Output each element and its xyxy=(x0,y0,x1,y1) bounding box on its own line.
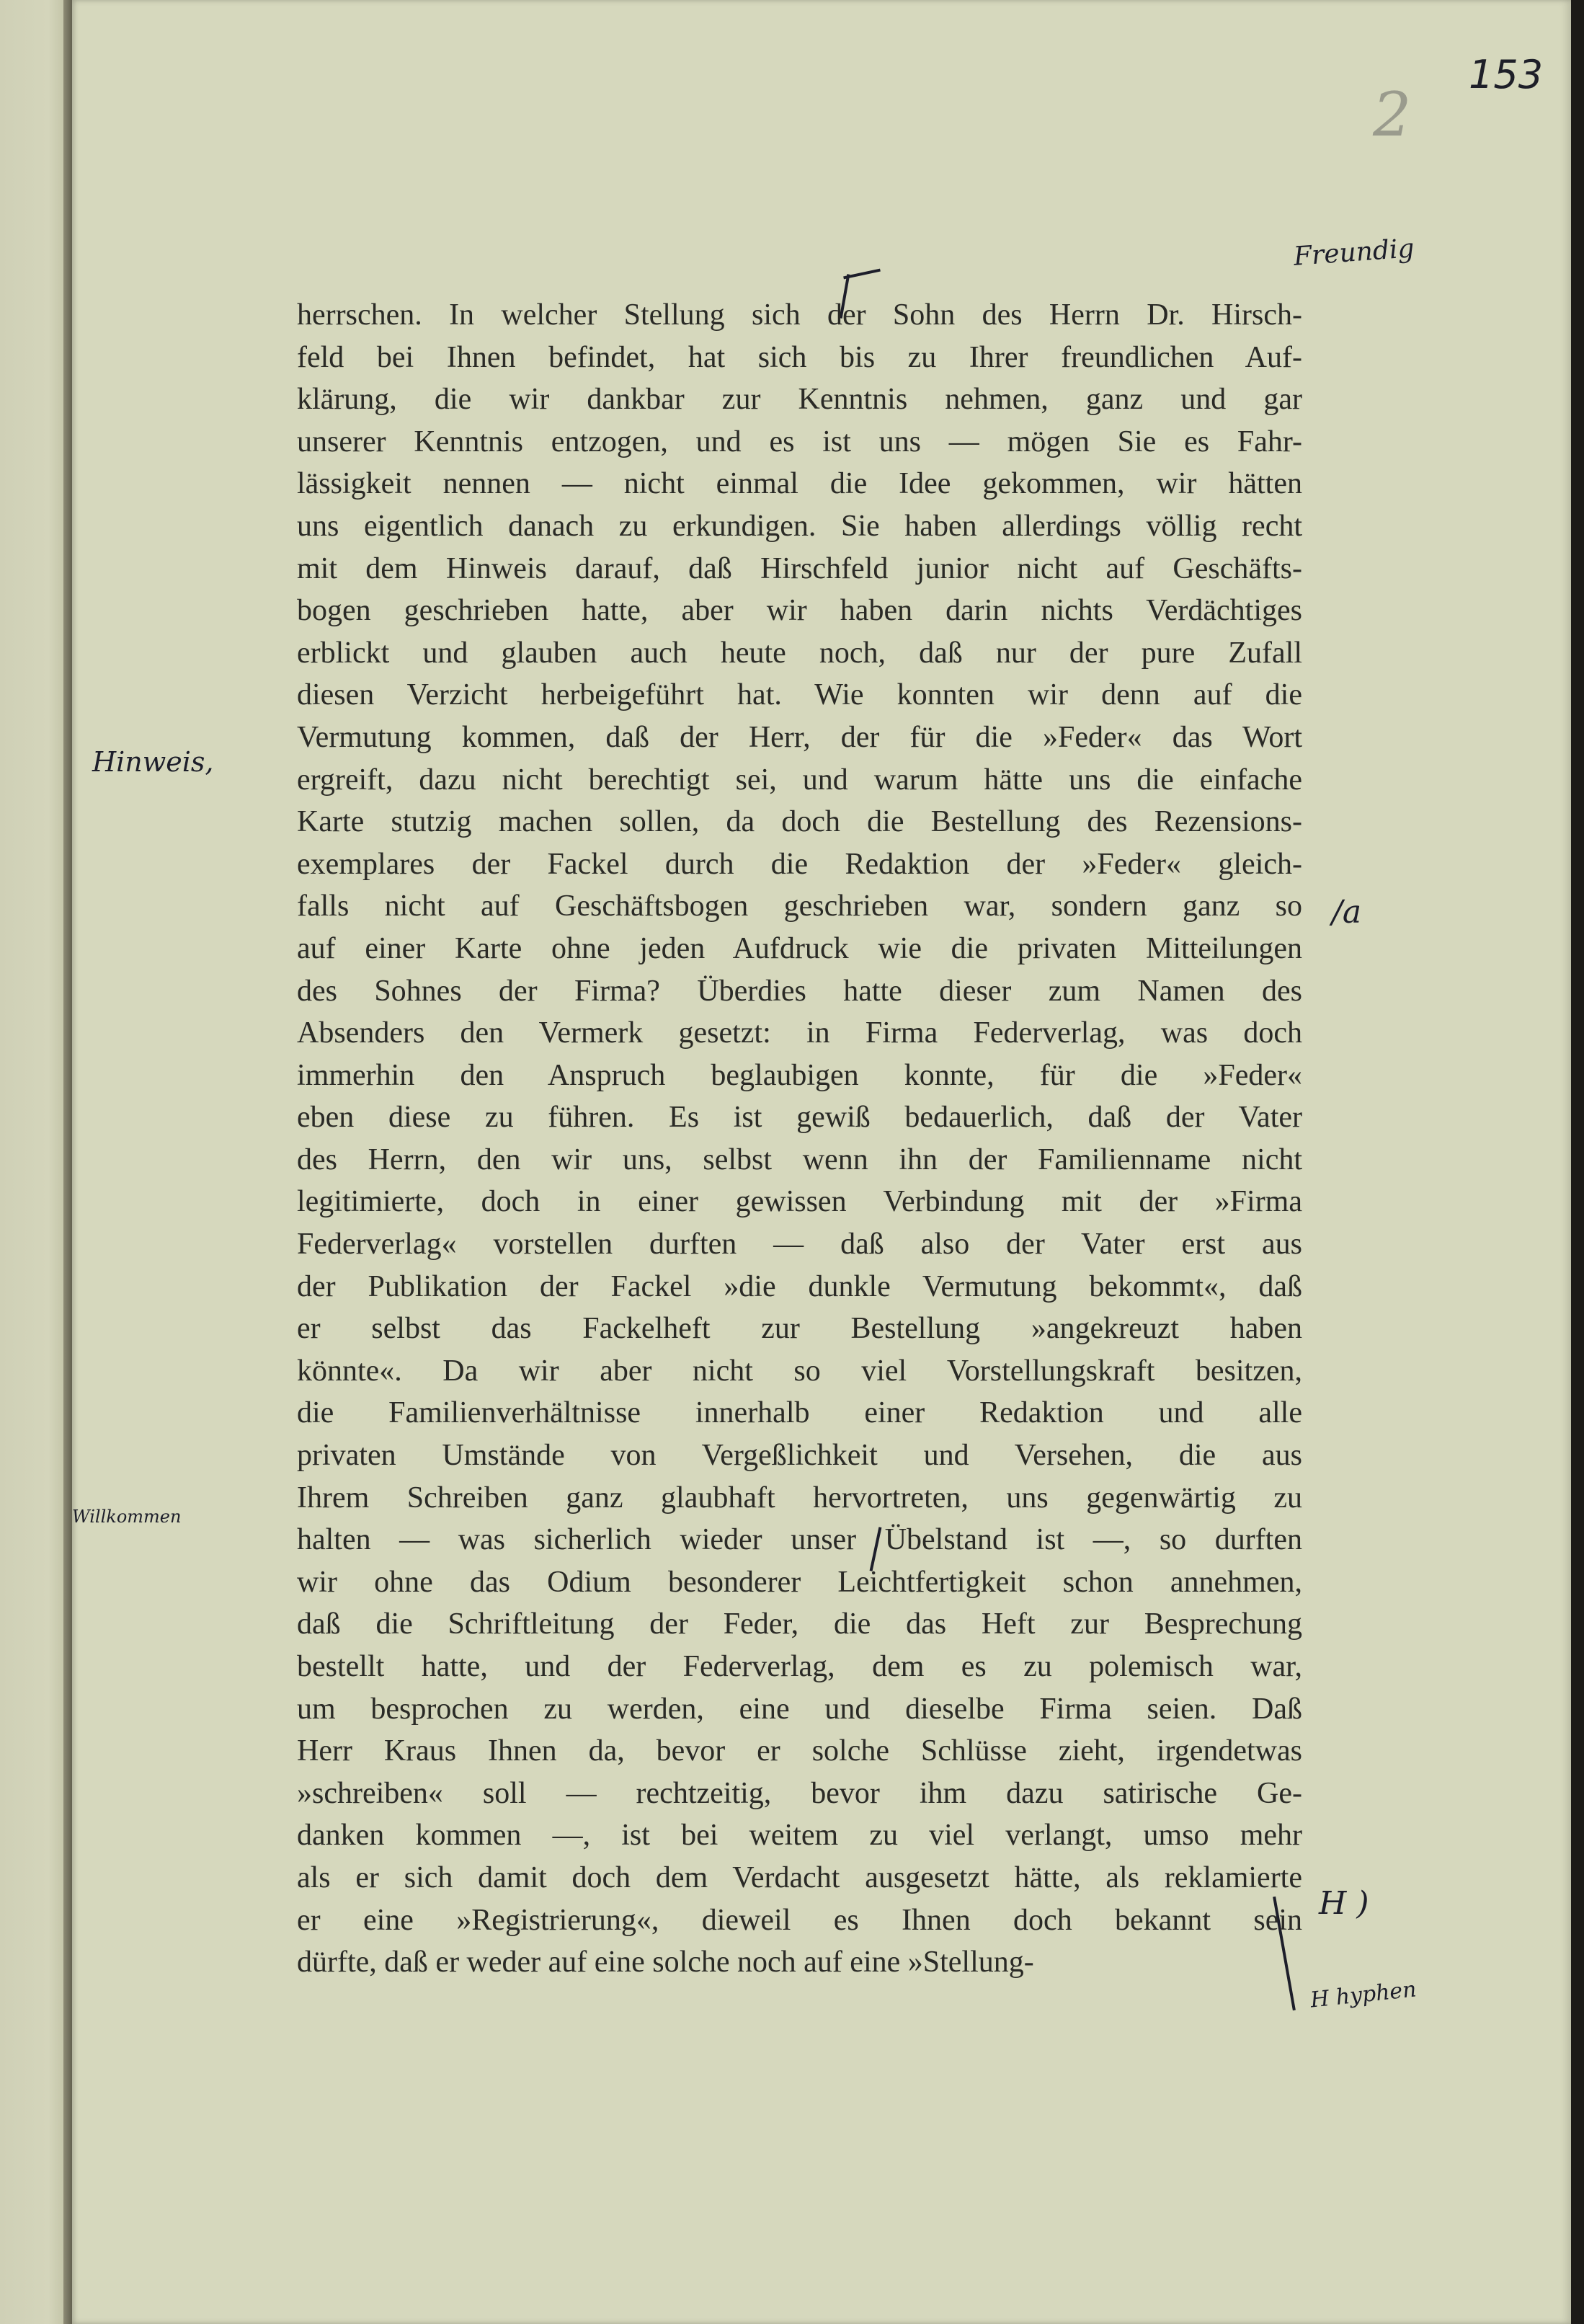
margin-note-left-1: Hinweis, xyxy=(92,746,214,778)
text-line: Absenders den Vermerk gesetzt: in Firma Federverlag, was doch xyxy=(297,1016,1302,1050)
text-line: Federverlag« vorstellen durften — daß also der Vater erst aus xyxy=(297,1228,1302,1261)
text-line: er eine »Registrierung«, dieweil es Ihnen doch bekannt sein xyxy=(297,1903,1302,1937)
text-line: er selbst das Fackelheft zur Bestellung »angekreuzt haben xyxy=(297,1312,1302,1346)
page-edge-shadow xyxy=(1571,0,1584,2324)
margin-note-top-right: Freundig xyxy=(1292,234,1415,272)
text-line: Herr Kraus Ihnen da, bevor er solche Schlüsse zieht, irgendetwas xyxy=(297,1734,1302,1768)
text-line: halten — was sicherlich wieder unser Übelstand ist —, so durften xyxy=(297,1523,1302,1557)
text-line: der Publikation der Fackel »die dunkle Vermutung bekommt«, daß xyxy=(297,1269,1302,1303)
body-text xyxy=(297,294,1302,1984)
text-line: als er sich damit doch dem Verdacht ausgesetzt hätte, als reklamierte xyxy=(297,1860,1302,1894)
text-line: daß die Schriftleitung der Feder, die das Heft zur Besprechung xyxy=(297,1607,1302,1641)
text-line: wir ohne das Odium besonderer Leichtfertigkeit schon annehmen, xyxy=(297,1565,1302,1599)
margin-note-right-3: H hyphen xyxy=(1309,1977,1418,2013)
text-line: falls nicht auf Geschäftsbogen geschrieben war, sondern ganz so xyxy=(297,890,1302,923)
text-line: immerhin den Anspruch beglaubigen konnte, für die »Feder« xyxy=(297,1058,1302,1092)
text-line: feld bei Ihnen befindet, hat sich bis zu Ihrer freundlichen Auf- xyxy=(297,340,1302,374)
text-line: des Sohnes der Firma? Überdies hatte dieser zum Namen des xyxy=(297,974,1302,1008)
text-line: erblickt und glauben auch heute noch, daß nur der pure Zufall xyxy=(297,636,1302,670)
text-line: unserer Kenntnis entzogen, und es ist uns — mögen Sie es Fahr- xyxy=(297,425,1302,458)
text-line: um besprochen zu werden, eine und dieselbe Firma seien. Daß xyxy=(297,1692,1302,1726)
text-line: die Familienverhältnisse innerhalb einer Redaktion und alle xyxy=(297,1396,1302,1430)
text-line: des Herrn, den wir uns, selbst wenn ihn der Familienname nicht xyxy=(297,1143,1302,1176)
text-line: uns eigentlich danach zu erkundigen. Sie haben allerdings völlig recht xyxy=(297,509,1302,543)
text-line: bogen geschrieben hatte, aber wir haben darin nichts Verdächtiges xyxy=(297,594,1302,628)
margin-note-left-2: Willkommen xyxy=(72,1507,182,1527)
text-line: auf einer Karte ohne jeden Aufdruck wie die privaten Mitteilungen xyxy=(297,931,1302,965)
text-line: legitimierte, doch in einer gewissen Verbindung mit der »Firma xyxy=(297,1185,1302,1219)
text-line: klärung, die wir dankbar zur Kenntnis nehmen, ganz und gar xyxy=(297,383,1302,417)
text-line: lässigkeit nennen — nicht einmal die Idee gekommen, wir hätten xyxy=(297,467,1302,501)
adjacent-page-edge xyxy=(0,0,69,2324)
text-line: bestellt hatte, und der Federverlag, dem es zu polemisch war, xyxy=(297,1650,1302,1683)
text-line: privaten Umstände von Vergeßlichkeit und Versehen, die aus xyxy=(297,1439,1302,1473)
text-line: dürfte, daß er weder auf eine solche noch auf eine »Stellung- xyxy=(297,1946,1034,1979)
text-line: Ihrem Schreiben ganz glaubhaft hervortreten, uns gegenwärtig zu xyxy=(297,1481,1302,1514)
margin-note-right-1: /a xyxy=(1332,894,1362,931)
text-line: exemplares der Fackel durch die Redaktion der »Feder« gleich- xyxy=(297,847,1302,881)
text-line: könnte«. Da wir aber nicht so viel Vorstellungskraft besitzen, xyxy=(297,1354,1302,1388)
text-line: »schreiben« soll — rechtzeitig, bevor ihm dazu satirische Ge- xyxy=(297,1776,1302,1810)
folio-number: 153 xyxy=(1469,52,1544,97)
text-line: mit dem Hinweis darauf, daß Hirschfeld junior nicht auf Geschäfts- xyxy=(297,551,1302,585)
text-line: diesen Verzicht herbeigeführt hat. Wie konnten wir denn auf die xyxy=(297,678,1302,712)
text-line: danken kommen —, ist bei weitem zu viel verlangt, umso mehr xyxy=(297,1819,1302,1853)
text-line: eben diese zu führen. Es ist gewiß bedauerlich, daß der Vater xyxy=(297,1101,1302,1135)
pencil-mark: 2 xyxy=(1373,79,1412,150)
margin-note-right-2: H ) xyxy=(1319,1885,1369,1922)
text-line: ergreift, dazu nicht berechtigt sei, und warum hätte uns die einfache xyxy=(297,763,1302,797)
text-line: Karte stutzig machen sollen, da doch die Bestellung des Rezensions- xyxy=(297,805,1302,839)
text-line: herrschen. In welcher Stellung sich der Sohn des Herrn Dr. Hirsch- xyxy=(297,298,1302,332)
text-line: Vermutung kommen, daß der Herr, der für die »Feder« das Wort xyxy=(297,720,1302,754)
